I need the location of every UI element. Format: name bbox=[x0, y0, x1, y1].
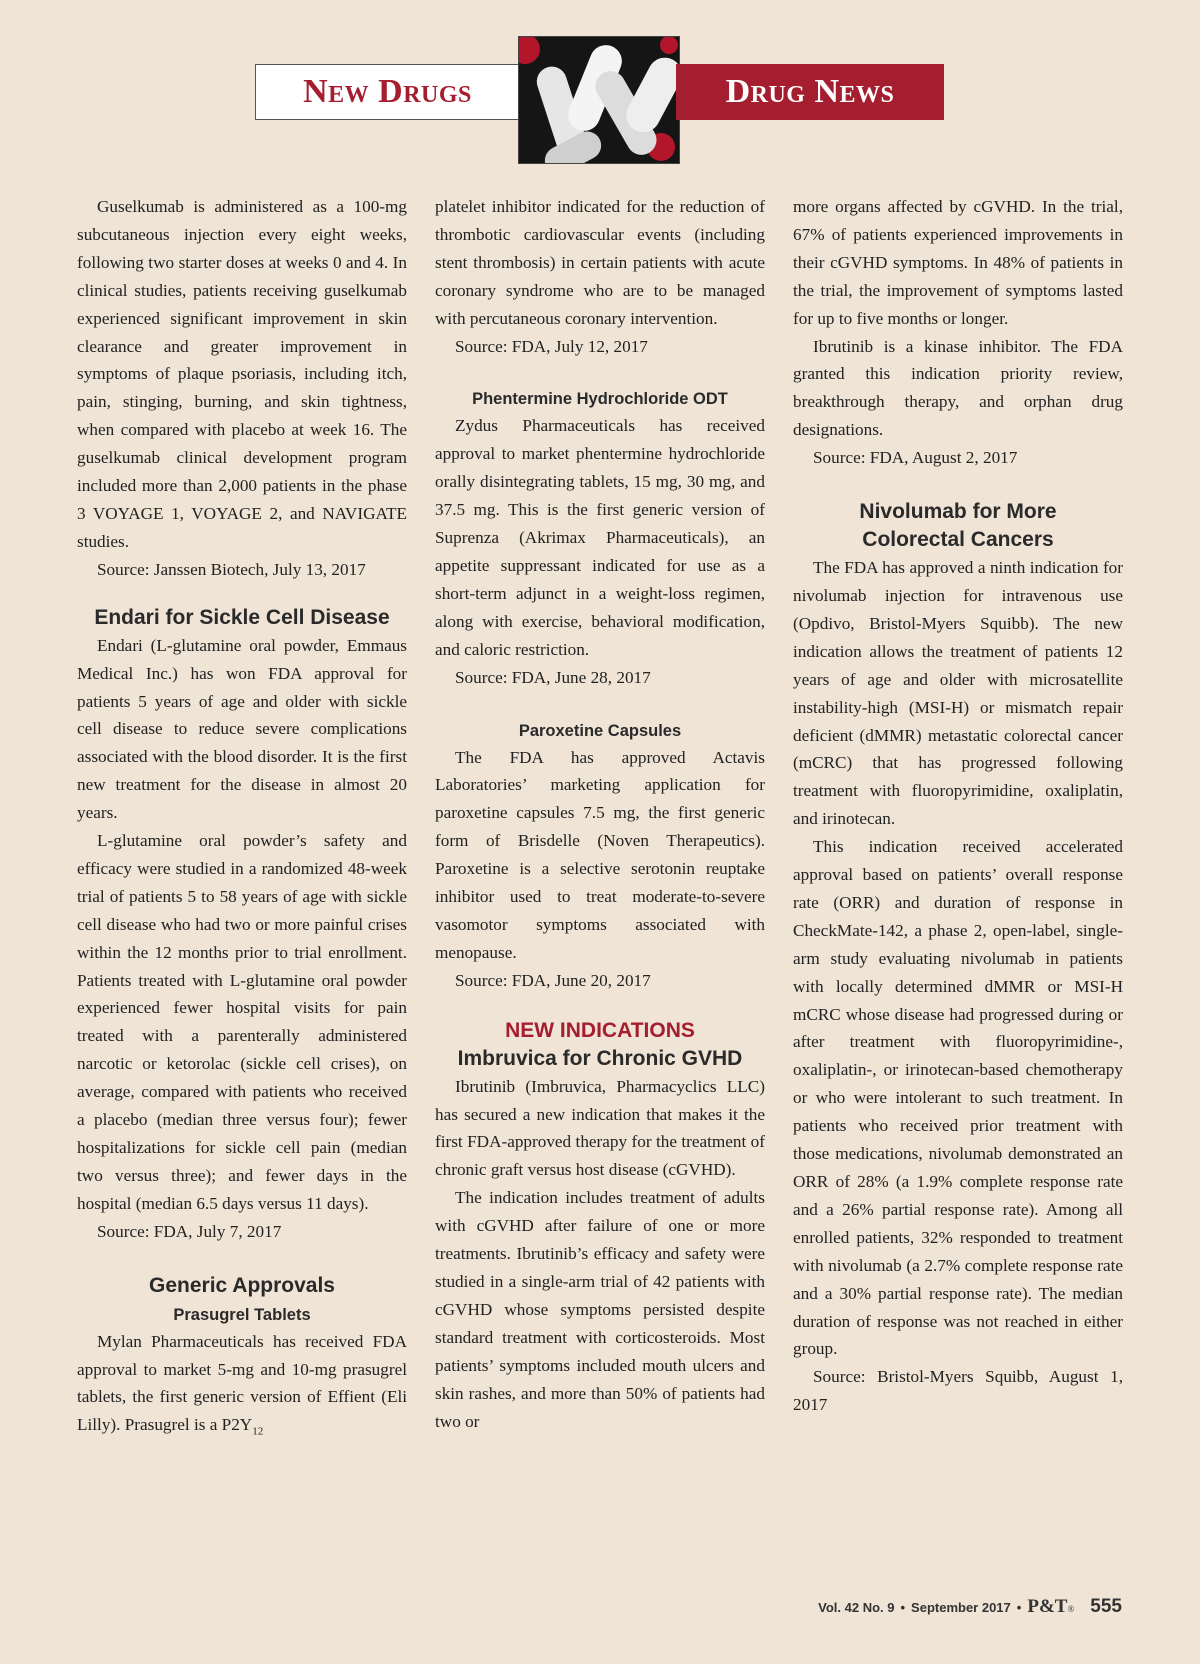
phentermine-paragraph: Zydus Pharmaceuticals has received approval to market phentermine hydrochloride orally disintegrating tablets, 15 mg, 30 mg, and 37.5 mg. This is the first generic version of Suprenza (Akrimax Pharmaceuticals), an appetite suppressant indicated for use as a short-term adjunct in a weight-loss regimen, along with exercise, behavioral modification, and caloric restriction. bbox=[435, 416, 765, 659]
column-1 bbox=[77, 193, 407, 1439]
endari-paragraph-2: L-glutamine oral powder’s safety and efficacy were studied in a randomized 48-week trial of patients 5 to 58 years of age with sickle cell disease who had two or more painful crises within the 12 months prior to trial enrollment. Patients treated with L-glutamine oral powder experienced fewer hospital visits for pain treated with a parenterally administered narcotic or ketorolac (sickle cell crises), on average, compared with patients who received a placebo (median three versus four); fewer hospitalizations for sickle cell pain (median two versus three); and fewer days in the hospital (median 6.5 days versus 11 days). bbox=[77, 831, 407, 1213]
endari-heading: Endari for Sickle Cell Disease bbox=[94, 605, 390, 629]
endari-paragraph-1: Endari (L-glutamine oral powder, Emmaus Medical Inc.) has won FDA approval for patients 5 years of age and older with sickle cell disease to reduce severe complications associated with the blood disorder. It is the first new treatment for the disease in almost 20 years. bbox=[77, 635, 407, 823]
nivolumab-paragraph-2: This indication received accelerated approval based on patients’ overall response rate (ORR) and duration of response in CheckMate-142, a phase 2, open-label, single-arm study evaluating nivolumab in patients with locally determined dMMR or MSI-H mCRC whose disease had progressed during or after treatment with fluoropyrimidine-, oxaliplatin-, or irinotecan-based chemotherapy or who were intolerant to such treatment. In patients who received prior treatment with those medications, nivolumab demonstrated an ORR of 28% (a 1.9% complete response rate and a 26% partial response rate). Among all enrolled patients, 32% responded to treatment with nivolumab (a 2.7% complete response rate and a 30% partial response rate). The median duration of response was not reached in either group. bbox=[793, 837, 1123, 1359]
guselkumab-source: Source: Janssen Biotech, July 13, 2017 bbox=[97, 559, 366, 579]
paroxetine-source: Source: FDA, June 20, 2017 bbox=[455, 970, 651, 990]
prasugrel-subscript: 12 bbox=[252, 1425, 264, 1438]
footer-bullet-2: • bbox=[1016, 1600, 1022, 1615]
imbruvica-heading: Imbruvica for Chronic GVHD bbox=[457, 1046, 743, 1070]
nivolumab-source: Source: Bristol-Myers Squibb, August 1, 2017 bbox=[793, 1367, 1123, 1415]
imbruvica-paragraph-3: Ibrutinib is a kinase inhibitor. The FDA granted this indication priority review, breakthrough therapy, and orphan drug designations. bbox=[793, 336, 1123, 440]
prasugrel-paragraph bbox=[77, 1328, 407, 1440]
footer-registered-mark: ® bbox=[1067, 1604, 1075, 1614]
prasugrel-continued-paragraph: platelet inhibitor indicated for the reduction of thrombotic cardiovascular events (including stent thrombosis) in certain patients with acute coronary syndrome who are to be managed with percutaneous coronary intervention. bbox=[435, 197, 765, 328]
drug-news-title: Drug News bbox=[725, 73, 895, 110]
guselkumab-paragraph: Guselkumab is administered as a 100-mg subcutaneous injection every eight weeks, following two starter doses at weeks 0 and 4. In clinical studies, patients receiving guselkumab experienced significant improvement in skin clearance and greater improvement in symptoms of plaque psoriasis, including itch, pain, stinging, burning, and skin tightness, when compared with placebo at week 16. The guselkumab clinical development program included more than 2,000 patients in the phase 3 VOYAGE 1, VOYAGE 2, and NAVIGATE studies. bbox=[77, 197, 407, 551]
prasugrel-source: Source: FDA, July 12, 2017 bbox=[455, 336, 648, 356]
page-number: 555 bbox=[1090, 1596, 1122, 1617]
phentermine-heading: Phentermine Hydrochloride ODT bbox=[472, 390, 728, 409]
generic-approvals-heading: Generic Approvals bbox=[149, 1273, 335, 1297]
paroxetine-paragraph: The FDA has approved Actavis Laboratories’ marketing application for paroxetine capsules 7.5 mg, the first generic form of Brisdelle (Noven Therapeutics). Paroxetine is a selective serotonin reuptake inhibitor used to treat moderate-to-severe vasomotor symptoms associated with menopause. bbox=[435, 747, 765, 962]
drug-news-label-box bbox=[676, 64, 944, 120]
imbruvica-paragraph-2: The indication includes treatment of adults with cGVHD after failure of one or more treatments. Ibrutinib’s efficacy and safety were studied in a single-arm trial of 42 patients with cGVHD whose symptoms persisted despite standard treatment with corticosteroids. Most patients’ symptoms included mouth ulcers and skin rashes, and more than 50% of patients had two or bbox=[435, 1188, 765, 1431]
nivolumab-paragraph-1: The FDA has approved a ninth indication for nivolumab injection for intravenous use (Opdivo, Bristol-Myers Squibb). The new indication allows the treatment of patients 12 years of age and older with microsatellite instability-high (MSI-H) or mismatch repair deficient (dMMR) metastatic colorectal cancer (mCRC) that has progressed following treatment with fluoropyrimidine, oxaliplatin, and irinotecan. bbox=[793, 558, 1123, 829]
column-2 bbox=[435, 193, 765, 1435]
nivolumab-heading-line-2: Colorectal Cancers bbox=[862, 528, 1054, 552]
page-footer bbox=[818, 1596, 1122, 1618]
imbruvica-source: Source: FDA, August 2, 2017 bbox=[813, 448, 1018, 468]
phentermine-source: Source: FDA, June 28, 2017 bbox=[455, 667, 651, 687]
imbruvica-paragraph-1: Ibrutinib (Imbruvica, Pharmacyclics LLC) has secured a new indication that makes it the first FDA-approved therapy for the treatment of chronic graft versus host disease (cGVHD). bbox=[435, 1076, 765, 1180]
new-drugs-title: New Drugs bbox=[303, 73, 472, 110]
header-banner bbox=[0, 0, 1200, 175]
prasugrel-heading: Prasugrel Tablets bbox=[173, 1305, 311, 1324]
footer-date: September 2017 bbox=[911, 1600, 1011, 1615]
footer-journal-name: P&T bbox=[1027, 1596, 1068, 1617]
new-indications-heading: NEW INDICATIONS bbox=[505, 1018, 695, 1042]
pills-photo bbox=[518, 36, 680, 164]
footer-issue: Vol. 42 No. 9 bbox=[818, 1600, 895, 1615]
nivolumab-heading-line-1: Nivolumab for More bbox=[859, 500, 1057, 524]
prasugrel-text: Mylan Pharmaceuticals has received FDA approval to market 5-mg and 10-mg prasugrel tablets, the first generic version of Effient (Eli Lilly). Prasugrel is a P2Y bbox=[77, 1331, 407, 1435]
paroxetine-heading: Paroxetine Capsules bbox=[518, 721, 682, 740]
new-drugs-label-box bbox=[255, 64, 520, 120]
footer-journal bbox=[1027, 1596, 1074, 1618]
endari-source: Source: FDA, July 7, 2017 bbox=[97, 1221, 282, 1241]
imbruvica-continued-paragraph: more organs affected by cGVHD. In the trial, 67% of patients experienced improvements in their cGVHD symptoms. In 48% of patients in the trial, the improvement of symptoms lasted for up to five months or longer. bbox=[793, 197, 1123, 328]
column-3 bbox=[793, 193, 1123, 1419]
footer-bullet-1: • bbox=[900, 1600, 906, 1615]
pills-image bbox=[519, 37, 680, 164]
